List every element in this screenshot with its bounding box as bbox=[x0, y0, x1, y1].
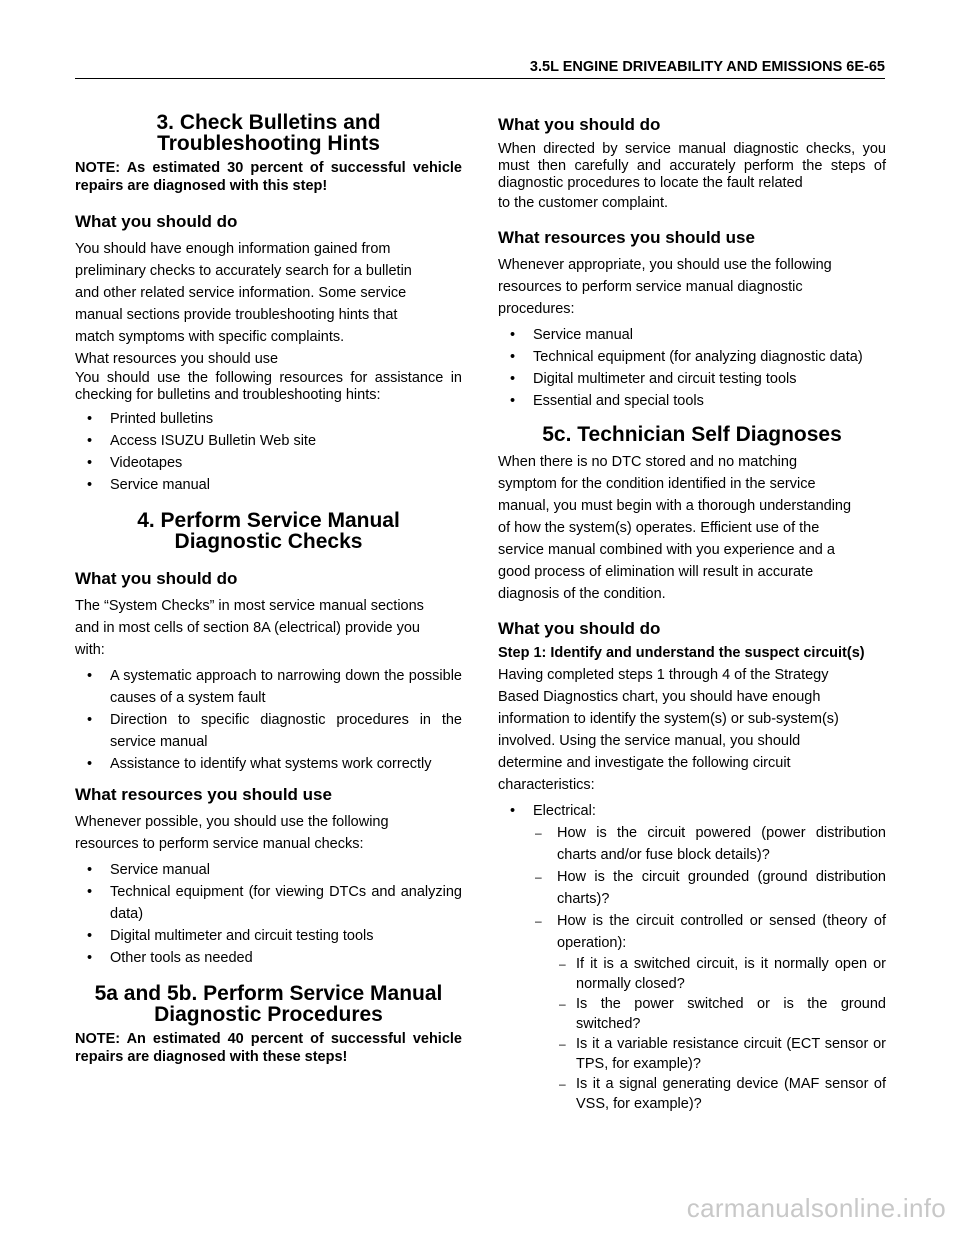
list-item: • Electrical: bbox=[498, 800, 886, 822]
list-item: – How is the circuit controlled or sensed (theory of operation): bbox=[498, 910, 886, 954]
list-item: – Is it a variable resistance circuit (ECT sensor or TPS, for example)? bbox=[498, 1034, 886, 1074]
paragraph-bulletins: You should have enough information gained from preliminary checks to accurately search for a bulletin and other related service information. Some service manual sections provide troubleshooting hints that match symptoms with specific complaints. bbox=[75, 241, 412, 345]
subheading-what-resources: What resources you should use bbox=[75, 785, 332, 804]
bulletin-resources-list bbox=[75, 408, 462, 496]
paragraph-procedures: When directed by service manual diagnostic checks, you must then carefully and accurately perform the steps of diagnostic procedures to locate the fault related bbox=[498, 141, 886, 191]
note-40-percent: NOTE: An estimated 40 percent of successful vehicle repairs are diagnosed with these steps! bbox=[75, 1031, 462, 1065]
watermark: carmanualsonline.info bbox=[686, 1193, 946, 1223]
list-item: • Digital multimeter and circuit testing tools bbox=[75, 925, 462, 947]
circuit-characteristics-list bbox=[498, 800, 886, 822]
subheading-what-you-should-do: What you should do bbox=[498, 619, 661, 638]
left-column bbox=[75, 112, 462, 1066]
section-title-diagnostic-procedures: 5a and 5b. Perform Service Manual Diagnostic Procedures bbox=[94, 982, 443, 1026]
procedure-resources-list bbox=[498, 324, 886, 412]
paragraph-self-diagnoses: When there is no DTC stored and no matching symptom for the condition identified in the service manual, you must begin with a thorough understanding of how the system(s) operates. Efficient use of the service manual combined with you experience and a good process of elimination will result in accurate diagnosis of the condition. bbox=[498, 454, 852, 602]
list-item: • Printed bulletins bbox=[75, 408, 462, 430]
note-30-percent: NOTE: As estimated 30 percent of successful vehicle repairs are diagnosed with this step! bbox=[75, 160, 462, 194]
section-title-check-bulletins: 3. Check Bulletins and Troubleshooting Hints bbox=[156, 111, 381, 155]
list-item: • Direction to specific diagnostic procedures in the service manual bbox=[75, 709, 462, 753]
subheading-what-resources: What resources you should use bbox=[498, 228, 755, 247]
list-item: • A systematic approach to narrowing down the possible causes of a system fault bbox=[75, 665, 462, 709]
paragraph-resources-checks: Whenever possible, you should use the following resources to perform service manual checks: bbox=[75, 814, 389, 852]
list-item: • Service manual bbox=[75, 859, 462, 881]
list-item: • Technical equipment (for viewing DTCs and analyzing data) bbox=[75, 881, 462, 925]
list-item: • Service manual bbox=[75, 474, 462, 496]
step-1-heading: Step 1: Identify and understand the suspect circuit(s) bbox=[498, 645, 865, 661]
list-item: – How is the circuit powered (power distribution charts and/or fuse block details)? bbox=[498, 822, 886, 866]
subheading-resources-plain: What resources you should use bbox=[75, 351, 279, 367]
list-item: • Digital multimeter and circuit testing tools bbox=[498, 368, 886, 390]
subheading-what-you-should-do: What you should do bbox=[498, 115, 661, 134]
section-title-self-diagnoses: 5c. Technician Self Diagnoses bbox=[542, 423, 842, 446]
section-title-perform-checks: 4. Perform Service Manual Diagnostic Checks bbox=[137, 509, 400, 553]
list-item: • Service manual bbox=[498, 324, 886, 346]
list-item: • Technical equipment (for analyzing diagnostic data) bbox=[498, 346, 886, 368]
paragraph-resources-bulletins: You should use the following resources for assistance in checking for bulletins and troubleshooting hints: bbox=[75, 370, 462, 403]
page-header: 3.5L ENGINE DRIVEABILITY AND EMISSIONS 6E-65 bbox=[75, 58, 885, 79]
list-item: • Access ISUZU Bulletin Web site bbox=[75, 430, 462, 452]
paragraph-system-checks: The “System Checks” in most service manual sections and in most cells of section 8A (electrical) provide you with: bbox=[75, 598, 424, 658]
list-item: • Essential and special tools bbox=[498, 390, 886, 412]
list-item: – Is the power switched or is the ground switched? bbox=[498, 994, 886, 1034]
paragraph-procedures-end: to the customer complaint. bbox=[498, 195, 669, 211]
subheading-what-you-should-do: What you should do bbox=[75, 569, 238, 588]
electrical-questions-list bbox=[498, 822, 886, 954]
list-item: – How is the circuit grounded (ground distribution charts)? bbox=[498, 866, 886, 910]
right-column bbox=[498, 112, 886, 1114]
paragraph-step-1: Having completed steps 1 through 4 of the Strategy Based Diagnostics chart, you should have enough information to identify the system(s) or sub-system(s) involved. Using the service manual, you should determine and investigate the following circuit characteristics: bbox=[498, 667, 839, 793]
control-questions-list bbox=[498, 954, 886, 1114]
checks-resources-list bbox=[75, 859, 462, 969]
paragraph-resources-procedures: Whenever appropriate, you should use the following resources to perform service manual diagnostic procedures: bbox=[498, 257, 832, 317]
list-item: – Is it a signal generating device (MAF sensor of VSS, for example)? bbox=[498, 1074, 886, 1114]
list-item: • Assistance to identify what systems work correctly bbox=[75, 753, 462, 775]
system-checks-list bbox=[75, 665, 462, 775]
list-item: – If it is a switched circuit, is it normally open or normally closed? bbox=[498, 954, 886, 994]
list-item: • Videotapes bbox=[75, 452, 462, 474]
subheading-what-you-should-do: What you should do bbox=[75, 212, 238, 231]
list-item: • Other tools as needed bbox=[75, 947, 462, 969]
